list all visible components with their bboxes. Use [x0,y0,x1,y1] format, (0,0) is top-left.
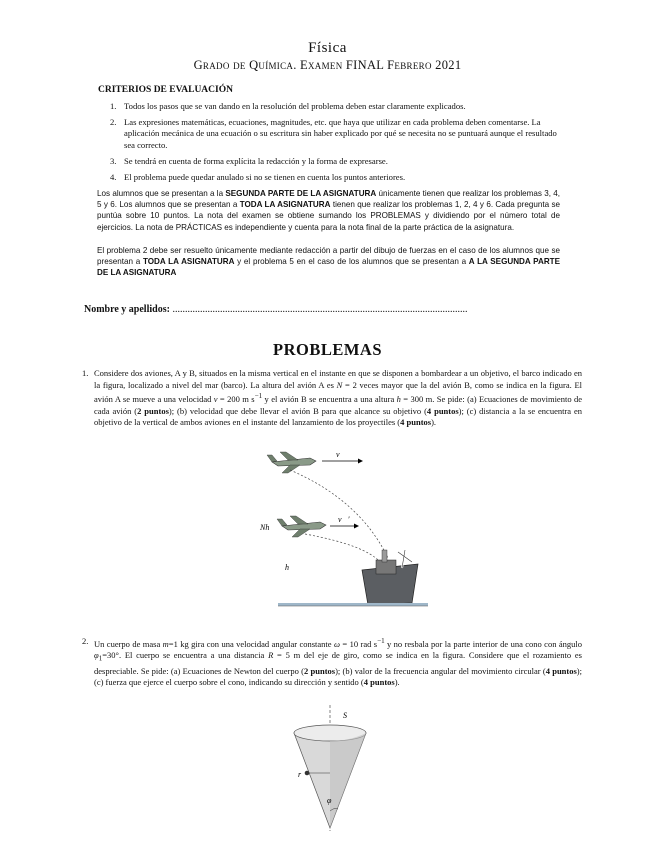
criteria-item: 2. Las expresiones matemáticas, ecuaciones, magnitudes, etc. que haya que utilizar en cada problema deben comentarse. La aplicación mecánica de una ecuación o su escritura sin haber explicado por qué se necesita no se puntuará aunque el resultado sea correcto. [110,117,557,150]
mass-body [305,771,310,776]
plane-a-icon [267,452,316,473]
label-h: h [285,563,289,572]
criteria-list [110,101,560,183]
instructions-paragraph: Los alumnos que se presentan a la SEGUNDA PARTE DE LA ASIGNATURA únicamente tienen que realizar los problemas 3, 4, 5 y 6. Los alumnos que se presentan a TODA LA ASIGNATURA tienen que realizar los problemas 1, 2, 4 y 6. Cada pregunta se puntúa sobre 10 puntos. La nota del examen se obtiene sumando los PROBLEMAS y dividiendo por el número total de ejercicios. La nota de PRÁCTICAS es independiente y cuenta para la nota final de la parte práctica de la asignatura. [97,189,560,232]
label-velocity-a: v⃗ [336,450,346,459]
name-field[interactable] [84,304,467,315]
criteria-item: 1. Todos los pasos que se van dando en la resolución del problema deben estar claramente explicados. [110,101,466,111]
label-velocity-b: v⃗′ [338,515,350,524]
problem-2: 2. Un cuerpo de masa m=1 kg gira con una velocidad angular constante ω = 10 rad $s^{-1}$ y no resbala por la parte interior de una cono con ángulo $\varphi_1=30^\circ$. El cuerpo se encuentra a una distancia R = 5 m del eje de giro, como se indica en la figura. Considere que el rozamiento es despreciable. Se pide: (a) Ecuaciones de Newton del cuerpo (2 puntos); (b) valor de la frecuencia angular del movimiento circular (4 puntos); (c) fuerza que ejerce el cuerpo sobre el cono, indicando su dirección y sentido (4 puntos). [82,636,582,688]
criteria-heading: CRITERIOS DE EVALUACIÓN [98,85,233,95]
problems-heading: PROBLEMAS [272,340,382,359]
label-nh: Nh [260,523,270,532]
label-axis: S [343,711,347,720]
problem-1: 1. Considere dos aviones, A y B, situados en la misma vertical en el instante en que se disponen a bombardear a un objetivo, el barco indicado en la figura, localizado a nivel del mar (barco). La altura del avión A es N = 2 veces mayor que la del avión B, como se indica en la figura. El avión A se mueve a una velocidad v = 200 m $s^{-1}$ y el avión B se encuentra a una altura h = 300 m. Se pide: (a) Ecuaciones de movimiento de cada avión (2 puntos); (b) velocidad que debe llevar el avión B para que alcance su objetivo (4 puntos); (c) distancia a la se encuentra en objetivo de la vertical de ambos aviones en el instante del lanzamiento de los proyectiles (4 puntos). [82,368,583,428]
plane-b-icon [277,516,326,537]
figure-cone [280,703,380,833]
sea-surface [278,603,428,606]
name-dots: ...................................................................................................................... [172,304,468,315]
exam-title: Física [308,40,347,56]
figure-planes-ship [250,440,440,620]
exam-subtitle: Grado de Química. Examen FINAL Febrero 2021 [193,58,462,72]
label-radius: r [298,770,302,779]
instructions-paragraph-2: El problema 2 debe ser resuelto únicamente mediante redacción a partir del dibujo de fuerzas en el caso de los alumnos que se presentan a TODA LA ASIGNATURA y el problema 5 en el caso de los alumnos que se presentan a A LA SEGUNDA PARTE DE LA ASIGNATURA [97,246,561,278]
name-label: Nombre y apellidos: [84,304,170,315]
ship-icon [362,550,418,605]
criteria-item: 3. Se tendrá en cuenta de forma explícita la redacción y la forma de expresarse. [110,155,388,166]
criteria-item: 4. El problema puede quedar anulado si no se tienen en cuenta los puntos anteriores. [110,172,406,183]
label-angle: φ [327,796,332,805]
